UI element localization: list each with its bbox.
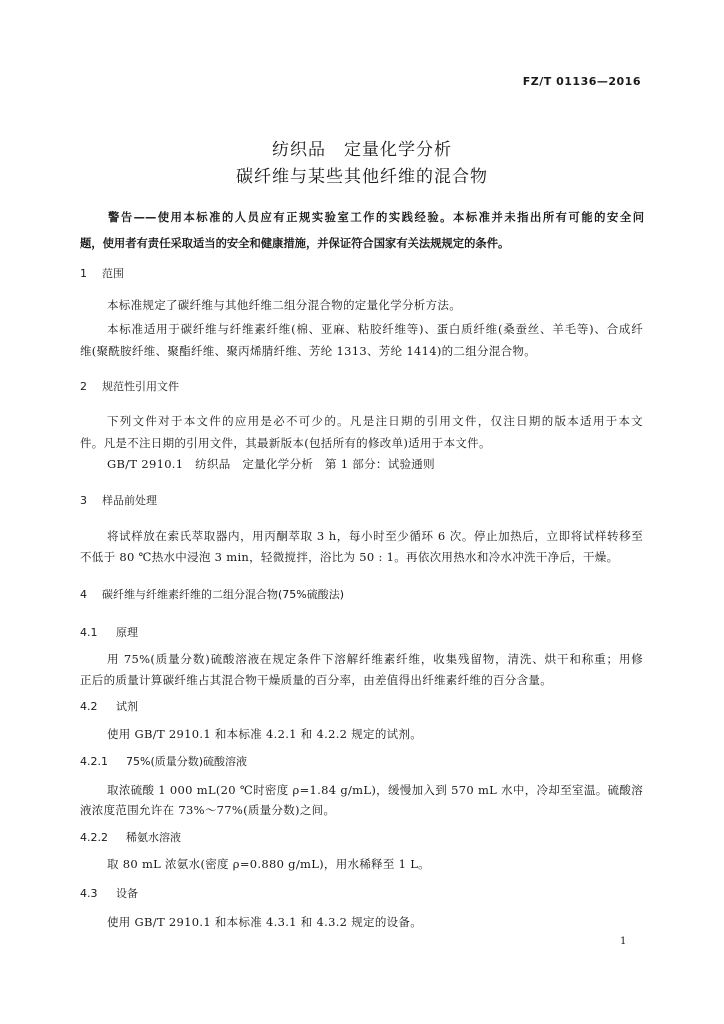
paragraph-line: 本标准适用于碳纤维与纤维素纤维(棉、亚麻、粘胶纤维等)、蛋白质纤维(桑蚕丝、羊毛等)、合成纤: [107, 322, 643, 336]
section-title: 稀氨水溶液: [126, 831, 181, 844]
section-number: 2: [80, 380, 87, 393]
section-heading-4: [80, 586, 344, 602]
section-title: 设备: [116, 887, 138, 900]
section-number: 4.3: [80, 887, 98, 900]
section-title: 试剂: [116, 700, 138, 713]
section-heading-1: [80, 265, 124, 281]
paragraph-line: 正后的质量计算碳纤维占其混合物干燥质量的百分率，由差值得出纤维素纤维的百分含量。: [80, 673, 552, 687]
section-heading-4-2: [80, 698, 138, 714]
standard-number: FZ/T 01136—2016: [522, 75, 641, 88]
document-title-line-1: 纺织品 定量化学分析: [272, 140, 452, 160]
paragraph-line: 用 75%(质量分数)硫酸溶液在规定条件下溶解纤维素纤维，收集残留物，清洗、烘干和称重；用修: [107, 652, 643, 666]
section-heading-4-2-1: [80, 753, 247, 769]
document-title-line-2: 碳纤维与某些其他纤维的混合物: [236, 167, 488, 187]
section-title: 范围: [102, 267, 124, 280]
section-number: 4.2: [80, 700, 98, 713]
section-heading-3: [80, 492, 157, 508]
paragraph-line: 件。凡是不注日期的引用文件，其最新版本(包括所有的修改单)适用于本文件。: [80, 436, 491, 450]
section-title: 样品前处理: [102, 494, 157, 507]
paragraph-line: 将试样放在索氏萃取器内，用丙酮萃取 3 h，每小时至少循环 6 次。停止加热后，立即将试样转移至: [107, 529, 643, 543]
paragraph-line: 不低于 80 ℃热水中浸泡 3 min，轻微搅拌，浴比为 50 : 1。再依次用热水和冷水冲洗干净后，干燥。: [80, 550, 619, 564]
normative-reference: GB/T 2910.1 纺织品 定量化学分析 第 1 部分：试验通则: [107, 457, 435, 471]
section-heading-2: [80, 378, 179, 394]
section-number: 4.2.2: [80, 831, 108, 844]
section-heading-4-2-2: [80, 829, 181, 845]
paragraph-line: 维(聚酰胺纤维、聚酯纤维、聚丙烯腈纤维、芳纶 1313、芳纶 1414)的二组分混合物。: [80, 344, 537, 358]
paragraph: 取 80 mL 浓氨水(密度 ρ=0.880 g/mL)，用水稀释至 1 L。: [107, 857, 430, 871]
section-number: 1: [80, 267, 87, 280]
paragraph: 使用 GB/T 2910.1 和本标准 4.3.1 和 4.3.2 规定的设备。: [107, 915, 423, 929]
section-number: 4.1: [80, 626, 98, 639]
paragraph-line: 下列文件对于本文件的应用是必不可少的。凡是注日期的引用文件，仅注日期的版本适用于本文: [107, 414, 643, 428]
section-title: 规范性引用文件: [102, 380, 179, 393]
warning-line-2: 题，使用者有责任采取适当的安全和健康措施，并保证符合国家有关法规规定的条件。: [80, 237, 510, 250]
paragraph-line: 取浓硫酸 1 000 mL(20 ℃时密度 ρ=1.84 g/mL)，缓慢加入到 570 mL 水中，冷却至室温。硫酸溶: [107, 783, 643, 797]
section-title: 碳纤维与纤维素纤维的二组分混合物(75%硫酸法): [102, 588, 345, 601]
section-number: 4.2.1: [80, 755, 108, 768]
section-title: 75%(质量分数)硫酸溶液: [126, 755, 248, 768]
section-heading-4-1: [80, 624, 138, 640]
section-heading-4-3: [80, 885, 138, 901]
section-title: 原理: [116, 626, 138, 639]
section-number: 4: [80, 588, 87, 601]
paragraph-line: 液浓度范围允许在 73%～77%(质量分数)之间。: [80, 803, 336, 817]
page-number: 1: [620, 936, 627, 947]
section-number: 3: [80, 494, 87, 507]
warning-line-1: 警告——使用本标准的人员应有正规实验室工作的实践经验。本标准并未指出所有可能的安全问: [108, 211, 644, 224]
paragraph: 本标准规定了碳纤维与其他纤维二组分混合物的定量化学分析方法。: [107, 298, 461, 312]
paragraph: 使用 GB/T 2910.1 和本标准 4.2.1 和 4.2.2 规定的试剂。: [107, 727, 423, 741]
